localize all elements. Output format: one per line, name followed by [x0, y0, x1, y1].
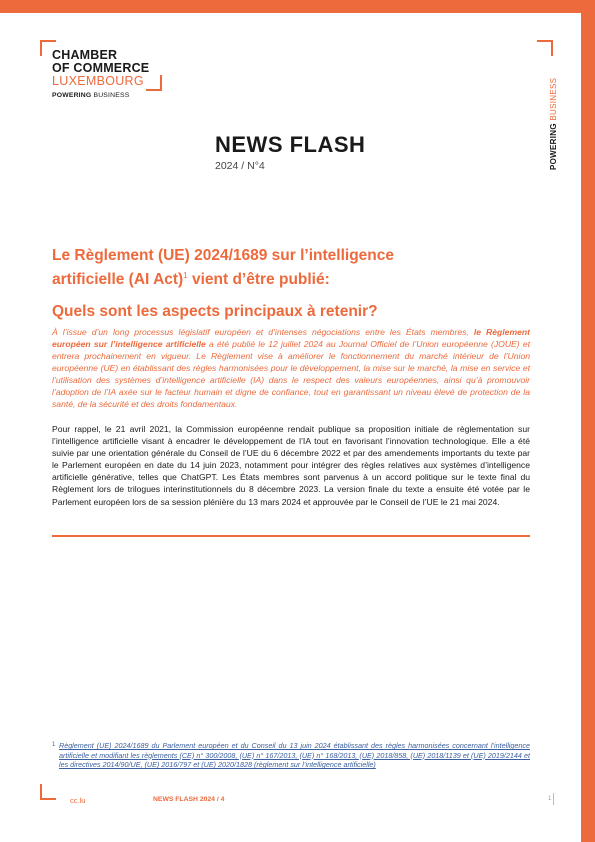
top-accent-bar — [0, 0, 595, 13]
side-vertical-label — [549, 78, 558, 170]
intro-part-1: À l’issue d’un long processus législatif européen et d’intenses négociations entre les États membres, — [52, 327, 474, 337]
headline-ai-act: artificielle (AI Act) — [52, 271, 184, 289]
footer-page-divider — [553, 793, 554, 805]
side-label-rest: BUSINESS — [549, 77, 558, 124]
headline-line-2-rest: vient d’être publié: — [187, 271, 330, 289]
body-paragraph: Pour rappel, le 21 avril 2021, la Commission européenne rendait publique sa proposition initiale de règlementation sur l’intelligence artificielle visant à encadrer le développement de l’IA tout en favorisant l’innovation technologique. Elle a été suivie par une orientation générale du Conseil de l’UE du 6 décembre 2022 et par des amendements importants du texte par le Parlement européen en date du 14 juin 2023, notamment pour intégrer des règles relatives aux systèmes d’intelligence artificielle générative, telles que ChatGPT. Les États membres sont parvenus à un accord politique sur le texte final du Règlement lors de trilogues interinstitutionnels du 8 décembre 2023. La version finale du texte a ensuite été votée par le Parlement européen lors de sa session plénière du 13 mars 2024 et approuvée par le Conseil de l’UE le 21 mai 2024. — [52, 424, 530, 507]
headline-subtitle: Quels sont les aspects principaux à retenir? — [52, 303, 378, 321]
side-corner-bracket — [537, 40, 553, 56]
footer-page-number: 1 — [548, 796, 552, 802]
side-label-bold: POWERING — [549, 123, 558, 170]
issue-number: 2024 / N°4 — [215, 160, 265, 172]
headline-footnote-ref: 1 — [183, 271, 188, 280]
footnote-link[interactable]: Règlement (UE) 2024/1689 du Parlement européen et du Conseil du 13 juin 2024 établissant des règles harmonisées concernant l’intelligence artificielle et modifiant les règlements (CE) n° 300/2008, (UE) n° 167/2013, (UE) n° 168/2013, (UE) 2018/858, (UE) 2018/1139 et (UE) 2019/2144 et les directives 2014/90/UE, (UE) 2016/797 et (UE) 2020/1828 (règlement sur l’intelligence artificielle) — [59, 741, 530, 769]
headline-line-2 — [52, 266, 532, 290]
logo-tagline-rest: BUSINESS — [91, 92, 130, 99]
section-divider — [52, 535, 530, 537]
footer-label: NEWS FLASH 2024 / 4 — [153, 796, 225, 803]
logo-tagline — [52, 91, 182, 101]
footer-site-link[interactable]: cc.lu — [70, 796, 86, 805]
footnote — [52, 741, 530, 770]
right-accent-bar — [581, 0, 595, 842]
intro-bold: le Règlement européen sur l’intelligence artificielle — [52, 327, 530, 349]
chamber-logo — [52, 49, 182, 101]
logo-line-1: CHAMBER — [52, 48, 118, 62]
intro-part-2: a été publié le 12 juillet 2024 au Journal Officiel de l’Union européenne (JOUE) et entrera prochainement en vigueur. Le Règlement vise à améliorer le fonctionnement du marché intérieur de l’Union européenne (UE) en établissant des règles harmonisées pour le développement, la mise sur le marché, la mise en service et l’utilisation des systèmes d’intelligence artificielle (IA) dans le respect des valeurs européennes, ainsi qu’à promouvoir l’adoption de l’IA axée sur le facteur humain et digne de confiance, tout en garantissant un niveau élevé de protection de la santé, de la sécurité et des droits fondamentaux. — [52, 339, 530, 409]
logo-line-2: OF COMMERCE — [52, 61, 150, 75]
headline-line-1: Le Règlement (UE) 2024/1689 sur l’intelligence — [52, 247, 394, 264]
footnote-number: 1 — [52, 742, 56, 748]
logo-line-3: LUXEMBOURG — [52, 74, 144, 88]
footer-corner-bracket — [40, 784, 56, 800]
logo-tagline-bold: POWERING — [52, 92, 92, 99]
intro-paragraph — [52, 326, 530, 410]
headline-block — [52, 246, 532, 322]
page-title: NEWS FLASH — [215, 132, 366, 157]
